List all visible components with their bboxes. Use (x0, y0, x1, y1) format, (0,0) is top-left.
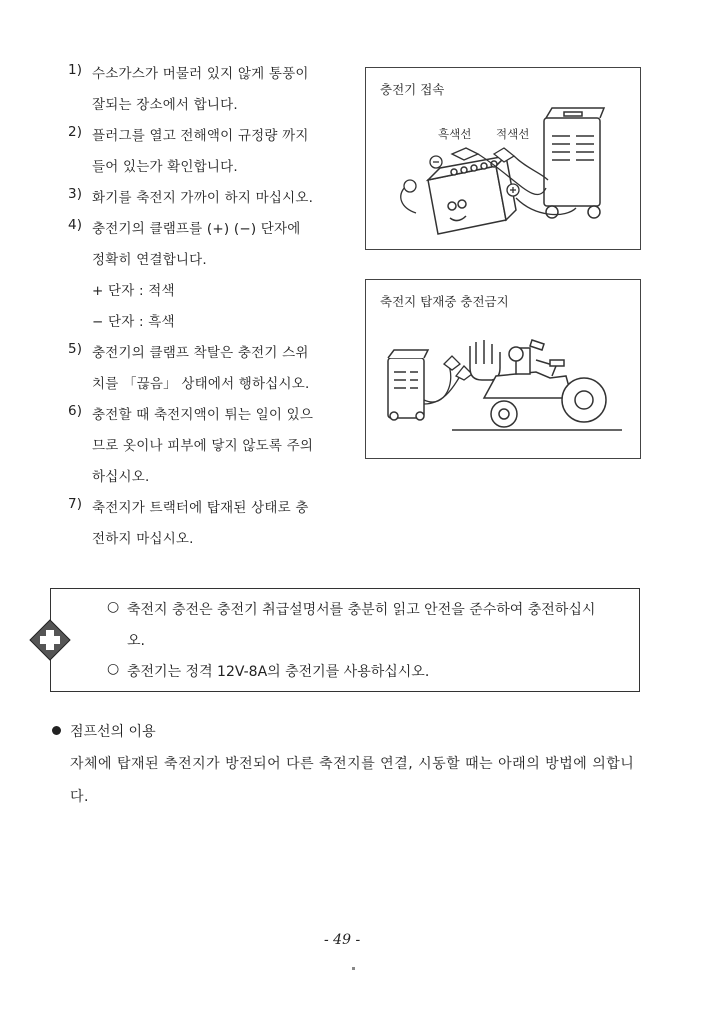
step-text: 하십시오. (92, 469, 150, 485)
step-text: 플러그를 열고 전해액이 규정량 까지 (92, 128, 309, 144)
figure-charger-connection (365, 67, 641, 250)
warning-cross-icon (29, 619, 71, 661)
step-text: 충전기의 클램프를 (+) (−) 단자에 (92, 221, 301, 237)
step-number: 1) (68, 62, 83, 78)
battery-icon (428, 156, 516, 234)
section-bullet (52, 726, 61, 735)
caution-bullet: ○ (107, 599, 120, 615)
step-text: 충전기의 클램프 착탈은 충전기 스위 (92, 345, 309, 361)
step-number: 5) (68, 341, 83, 357)
charger-icon (388, 350, 428, 420)
step-text: 므로 옷이나 피부에 닿지 않도록 주의 (92, 438, 314, 454)
step-text: − 단자 : 흑색 (92, 314, 175, 330)
caution-box (50, 588, 640, 692)
page-number: - 49 - (324, 932, 361, 948)
page-mark (352, 967, 355, 970)
red-wire-label: 적색선 (496, 127, 530, 141)
caution-text: 오. (127, 633, 145, 649)
step-number: 6) (68, 403, 83, 419)
black-wire-label: 흑색선 (438, 127, 472, 141)
step-text: 충전할 때 축전지액이 튀는 일이 있으 (92, 407, 314, 423)
figure-title: 충전기 접속 (380, 82, 445, 97)
clamp-wires (424, 356, 472, 404)
caution-bullet: ○ (107, 661, 120, 677)
section-title: 점프선의 이용 (70, 724, 156, 740)
step-number: 2) (68, 124, 83, 140)
figure-title: 축전지 탑재중 충전금지 (380, 294, 509, 309)
step-text: 잘되는 장소에서 합니다. (92, 97, 238, 113)
plus-terminal-icon (507, 184, 519, 196)
stop-hand-icon (470, 340, 500, 380)
step-text: 화기를 축전지 가까이 하지 마십시오. (92, 190, 314, 206)
charger-connection-illustration (366, 68, 640, 249)
minus-terminal-icon (430, 156, 442, 168)
step-text: 정확히 연결합니다. (92, 252, 207, 268)
step-text: + 단자 : 적색 (92, 283, 175, 299)
step-number: 3) (68, 186, 83, 202)
step-text: 들어 있는가 확인합니다. (92, 159, 238, 175)
caution-text: 충전기는 정격 12V-8A의 충전기를 사용하십시오. (127, 664, 430, 680)
section-body: 자체에 탑재된 축전지가 방전되어 다른 축전지를 연결, 시동할 때는 아래의 방법에 의합니 (70, 756, 635, 772)
step-number: 7) (68, 496, 83, 512)
section-body: 다. (70, 789, 89, 805)
step-text: 축전지가 트랙터에 탑재된 상태로 충 (92, 500, 309, 516)
charger-icon (544, 108, 604, 218)
figure-no-charge-mounted (365, 279, 641, 459)
step-text: 치를 「끊음」 상태에서 행하십시오. (92, 376, 310, 392)
no-charge-mounted-illustration (366, 280, 640, 458)
caution-text: 축전지 충전은 충전기 취급설명서를 충분히 읽고 안전을 준수하여 충전하십시 (127, 602, 596, 618)
step-text: 수소가스가 머물러 있지 않게 통풍이 (92, 66, 309, 82)
step-number: 4) (68, 217, 83, 233)
step-text: 전하지 마십시오. (92, 531, 194, 547)
